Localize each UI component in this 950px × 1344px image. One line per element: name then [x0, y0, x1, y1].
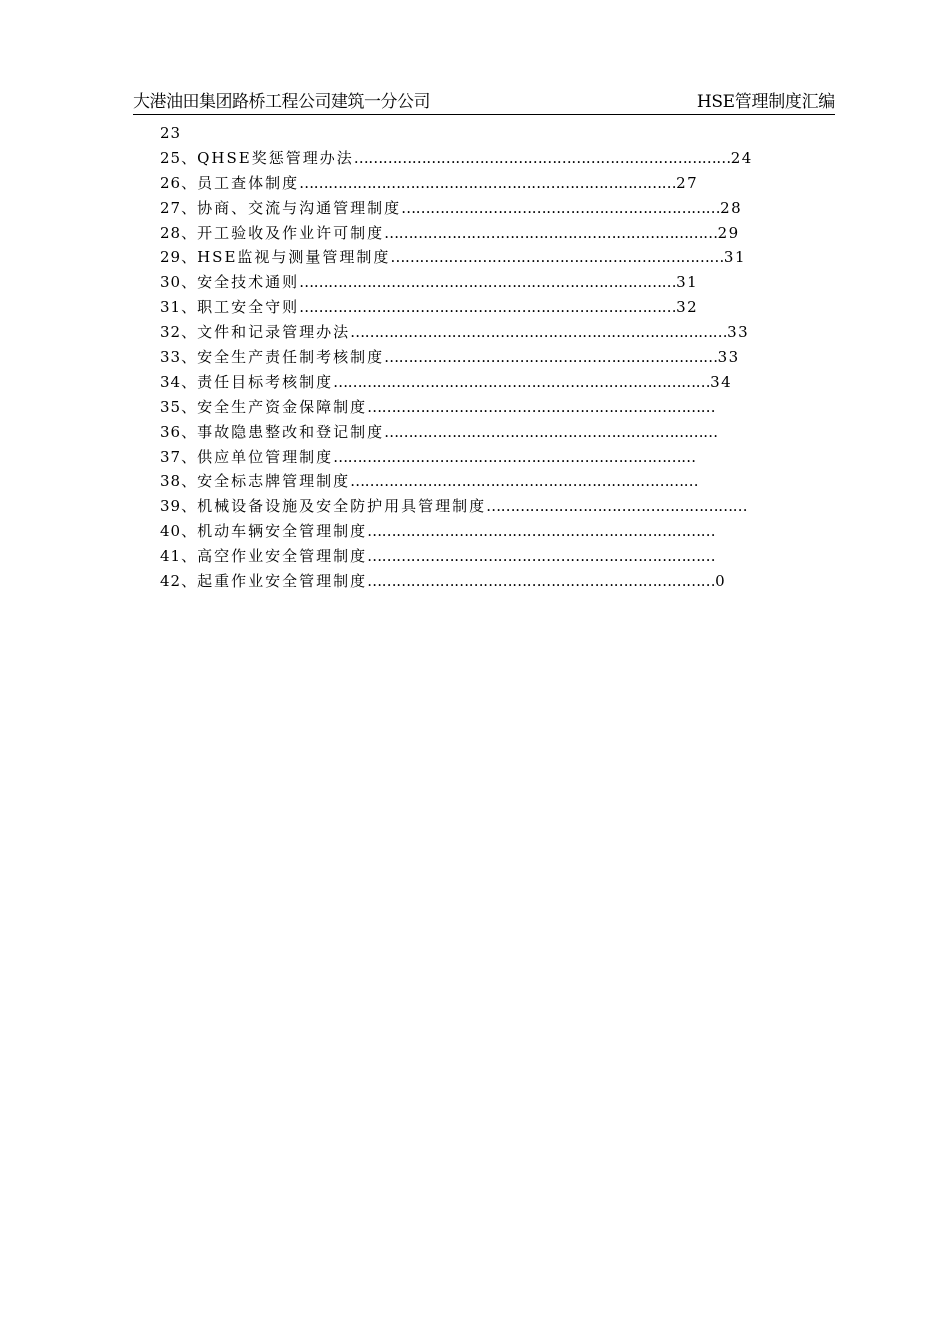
toc-entry-title: HSE监视与测量管理制度: [197, 248, 391, 267]
toc-page-number: 24: [730, 148, 753, 167]
toc-leader-dots: …………………………………………………………………: [333, 447, 696, 466]
toc-leader-dots: ……………………………………………………………: [384, 223, 718, 242]
toc-entry[interactable]: [160, 295, 840, 320]
toc-entry-number: 33、: [160, 348, 198, 367]
toc-entry-title: 开工验收及作业许可制度: [197, 223, 385, 242]
toc-leader-dots: ………………………………………………: [486, 497, 748, 516]
toc-entry[interactable]: [160, 370, 840, 395]
toc-entry[interactable]: [160, 345, 840, 370]
toc-entry-number: 30、: [160, 273, 198, 292]
toc-entry-number: 27、: [160, 198, 198, 217]
toc-entry-title: 责任目标考核制度: [197, 372, 334, 391]
toc-entry-number: 41、: [160, 547, 198, 566]
toc-leader-dots: …………………………………………………………: [401, 198, 721, 217]
toc-entry-title: 供应单位管理制度: [197, 447, 334, 466]
toc-entry-number: 39、: [160, 497, 198, 516]
toc-leader-dots: ……………………………………………………………: [384, 422, 718, 441]
toc-leader-dots: ………………………………………………………………: [350, 472, 699, 491]
toc-entry-number: 36、: [160, 422, 198, 441]
toc-entry-number: 35、: [160, 397, 198, 416]
toc-entry-number: 25、: [160, 148, 198, 167]
toc-page-number: 27: [676, 173, 699, 192]
toc-leader-dots: ……………………………………………………………………: [350, 323, 728, 342]
toc-entry[interactable]: [160, 320, 840, 345]
toc-entry[interactable]: [160, 469, 840, 494]
toc-entry[interactable]: [160, 494, 840, 519]
toc-leader-dots: ……………………………………………………………………: [353, 148, 731, 167]
toc-page-number: 31: [723, 248, 746, 267]
toc-leader-dots: ………………………………………………………………: [367, 397, 716, 416]
toc-entry-number: 37、: [160, 447, 198, 466]
toc-leader-dots: ………………………………………………………………: [367, 547, 716, 566]
toc-leader-dots: ………………………………………………………………: [367, 522, 716, 541]
toc-page-number: 33: [717, 348, 740, 367]
toc-entry-title: 机械设备设施及安全防护用具管理制度: [197, 497, 487, 516]
toc-entry-title: 安全技术通则: [197, 273, 300, 292]
toc-entry-title: 安全生产资金保障制度: [197, 397, 368, 416]
toc-entry-title: 协商、交流与沟通管理制度: [197, 198, 402, 217]
header-company-name: 大港油田集团路桥工程公司建筑一分公司: [133, 92, 430, 112]
toc-entry[interactable]: [160, 445, 840, 470]
toc-entry[interactable]: [160, 420, 840, 445]
toc-page-number: 34: [710, 372, 733, 391]
toc-leader-dots: ……………………………………………………………………: [299, 273, 677, 292]
toc-entry-title: 高空作业安全管理制度: [197, 547, 368, 566]
toc-leader-dots: ……………………………………………………………………: [333, 372, 711, 391]
toc-entry[interactable]: [160, 196, 840, 221]
toc-entry-number: 28、: [160, 223, 198, 242]
toc-leader-dots: ……………………………………………………………: [384, 348, 718, 367]
toc-entry-number: 40、: [160, 522, 198, 541]
toc-entry-title: 安全标志牌管理制度: [197, 472, 351, 491]
toc-entry-title: 文件和记录管理办法: [197, 323, 351, 342]
toc-entry-number: 32、: [160, 323, 198, 342]
toc-entry-number: 31、: [160, 298, 198, 317]
toc-entry-number: 29、: [160, 248, 198, 267]
toc-entry: [160, 121, 840, 146]
toc-entry[interactable]: [160, 221, 840, 246]
table-of-contents: [160, 121, 840, 594]
toc-entry[interactable]: [160, 544, 840, 569]
toc-entry-number: 38、: [160, 472, 198, 491]
toc-entry[interactable]: [160, 519, 840, 544]
toc-entry-number: 42、: [160, 572, 198, 591]
header-document-title: HSE管理制度汇编: [696, 92, 835, 112]
toc-leader-dots: ……………………………………………………………………: [299, 298, 677, 317]
toc-page-number: 0: [715, 572, 727, 591]
toc-entry[interactable]: [160, 245, 840, 270]
toc-page-number: 29: [717, 223, 740, 242]
toc-leader-dots: ………………………………………………………………: [367, 572, 716, 591]
page-header: [133, 90, 835, 115]
toc-page-number: 33: [727, 323, 750, 342]
toc-page-number: 31: [676, 273, 699, 292]
toc-entry-number: 23: [160, 124, 182, 142]
toc-leader-dots: ……………………………………………………………: [390, 248, 724, 267]
toc-entry-title: 机动车辆安全管理制度: [197, 522, 368, 541]
toc-entry-number: 34、: [160, 372, 198, 391]
toc-entry-number: 26、: [160, 173, 198, 192]
toc-entry[interactable]: [160, 171, 840, 196]
toc-entry[interactable]: [160, 146, 840, 171]
toc-entry[interactable]: [160, 395, 840, 420]
toc-leader-dots: ……………………………………………………………………: [299, 173, 677, 192]
toc-entry[interactable]: [160, 270, 840, 295]
toc-entry-title: 安全生产责任制考核制度: [197, 348, 385, 367]
toc-entry-title: 职工安全守则: [197, 298, 300, 317]
toc-page-number: 28: [720, 198, 743, 217]
toc-entry-title: 事故隐患整改和登记制度: [197, 422, 385, 441]
toc-entry-title: 起重作业安全管理制度: [197, 572, 368, 591]
toc-entry[interactable]: [160, 569, 840, 594]
toc-entry-title: QHSE奖惩管理办法: [197, 148, 354, 167]
toc-entry-title: 员工查体制度: [197, 173, 300, 192]
toc-page-number: 32: [676, 298, 699, 317]
